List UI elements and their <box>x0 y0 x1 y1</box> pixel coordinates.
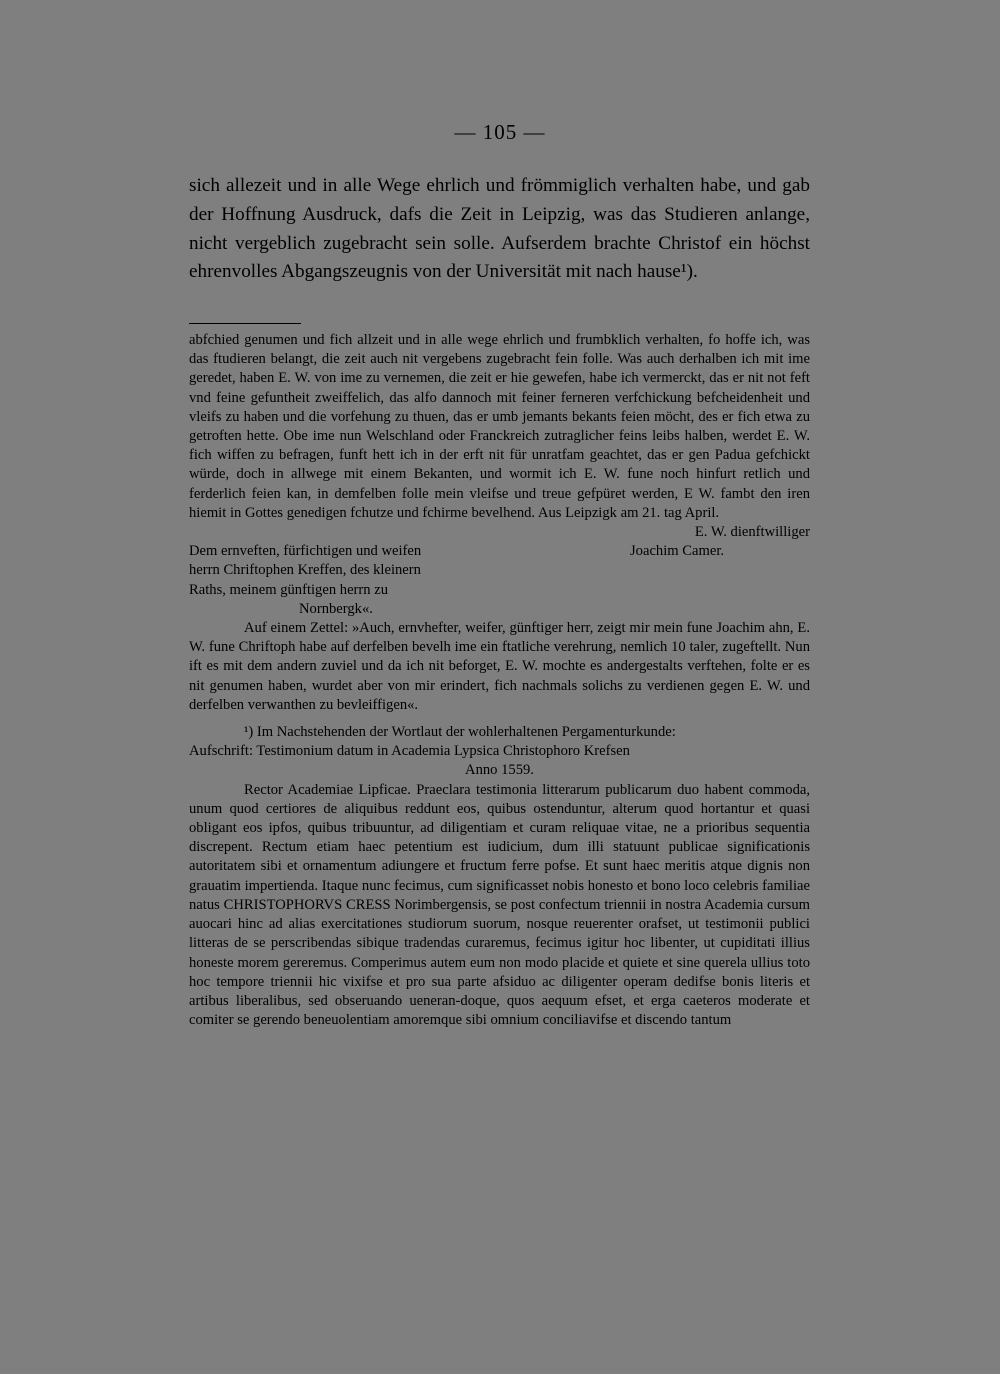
signature-line-1: E. W. dienftwilliger <box>694 524 810 541</box>
footnote-1: ¹) Im Nachstehenden der Wortlaut der wohlerhaltenen Pergamenturkunde: <box>244 724 676 741</box>
anno-line: Anno 1559. <box>465 762 534 779</box>
main-text <box>189 172 810 287</box>
latin-certificate: Rector Academiae Lipficae. Praeclara testimonia litterarum publicarum duo habent commoda, unum quod certiores de aliquibus reddunt eos, quibus ostenduntur, alterum quod hortantur et quasi obligant eos ipfos, quibus tribuuntur, ad diligentiam et curam reliquae vitae, ne a prioribus sequentia discrepent. Rectum etiam haec petentium est iudicium, dum illi statuunt publicae significationis autoritatem sibi et ornamentum adiungere et fructum ferre pofse. Et sunt haec meritis atque dignis non grauatim impertienda. Itaque nunc fecimus, cum significasset nobis honesto et bono loco celebris familiae natus CHRISTOPHORVS CRESS Norimbergensis, se post confectum triennii in nostra Academia cursum auocari hinc ad alias exercitationes studiorum suorum, nosque reuerenter orafset, ut testimonii publici litteras de se perscribendas sibique tradendas curaremus, fecimus igitur hoc libenter, ut cupiditati illius honeste morem gereremus. Comperimus autem eum non modo placide et quiete et sine querela ullius toto hoc tempore triennii hic vixifse et pro sua parte afsiduo ac diligenter operam dedifse bonis literis et artibus liberalibus, sed obseruando ueneran-doque, quos aequum efset, et erga caeteros moderate et comiter se gerendo beneuolentiam amoremque sibi omnium conciliavifse et discendo tantum <box>189 781 810 1029</box>
signature-line-2: Joachim Camer. <box>630 543 725 560</box>
page-number: — 105 — <box>454 120 546 144</box>
address-line-1: Dem ernveften, fürfichtigen und weifen <box>189 543 422 560</box>
footnote-separator <box>189 323 301 324</box>
main-paragraph: sich allezeit und in alle Wege ehrlich und frömmiglich verhalten habe, und gab der Hoffnung Ausdruck, dafs die Zeit in Leipzig, was das Studieren anlange, nicht vergeblich zugebracht sein solle. Aufserdem brachte Christof ein höchst ehrenvolles Abgangszeugnis von der Universität mit nach hause¹). <box>189 175 810 283</box>
letter-body: abfchied genumen und fich allzeit und in alle wege ehrlich und frumbklich verhalten, fo hoffe ich, was das ftudieren belangt, die zeit auch nit vergebens zugebracht fein folle. Was auch derhalben ich mit ime geredet, haben E. W. von ime zu vernemen, die zeit er hie gewefen, habe ich vermerckt, das er nit not feft vnd feine gefuntheit zweiffelich, das alfo dannoch mit feiner ferneren verfchickung befcheidenheit und vleifs zu haben und die vorfehung zu thuen, das er umb jemants bekants feien möcht, des er fich etwa zu getroften hette. Obe ime nun Welschland oder Franckreich zutraglicher feins leibs halben, werdet E. W. fich wiffen zu befragen, funft hett ich in der erft nit für unratfam geachtet, das er gen Padua gefchickt würde, doch in allwege mit einem Bekanten, und wormit ich E. W. fune noch hinfurt retlich und ferderlich feien kan, in demfelben folle mein vleifse und treue gefpüret werden, E W. fambt den iren hiemit in Gottes genedigen fchutze und fchirme bevelhend. Aus Leipzigk am 21. tag April. <box>189 332 810 521</box>
aufschrift-line: Aufschrift: Testimonium datum in Academia Lypsica Christophoro Krefsen <box>189 743 630 760</box>
address-line-3: Raths, meinem günftigen herrn zu <box>189 581 388 598</box>
address-line-2: herrn Chriftophen Kreffen, des kleinern <box>189 562 421 579</box>
address-line-4: Nornbergk«. <box>299 600 373 617</box>
closing-row <box>189 542 810 561</box>
footnotes <box>189 331 810 1030</box>
zettel-paragraph: Auf einem Zettel: »Auch, ernvhefter, weifer, günftiger herr, zeigt mir mein fune Joachim ahn, E. W. fune Chriftoph habe auf derfelben bevelh ime ein ftatliche verehrung, nemlich 10 taler, zugeftellt. Nun ift es mit dem andern zuviel und da ich nit beforget, E. W. mochte es andergestalts verftehen, folte er es nit genumen haben, wurdet aber von mir erindert, fich nachmals solichs zu verdienen gegen E. W. und derfelben verwanthen zu bevleiffigen«. <box>189 620 810 713</box>
